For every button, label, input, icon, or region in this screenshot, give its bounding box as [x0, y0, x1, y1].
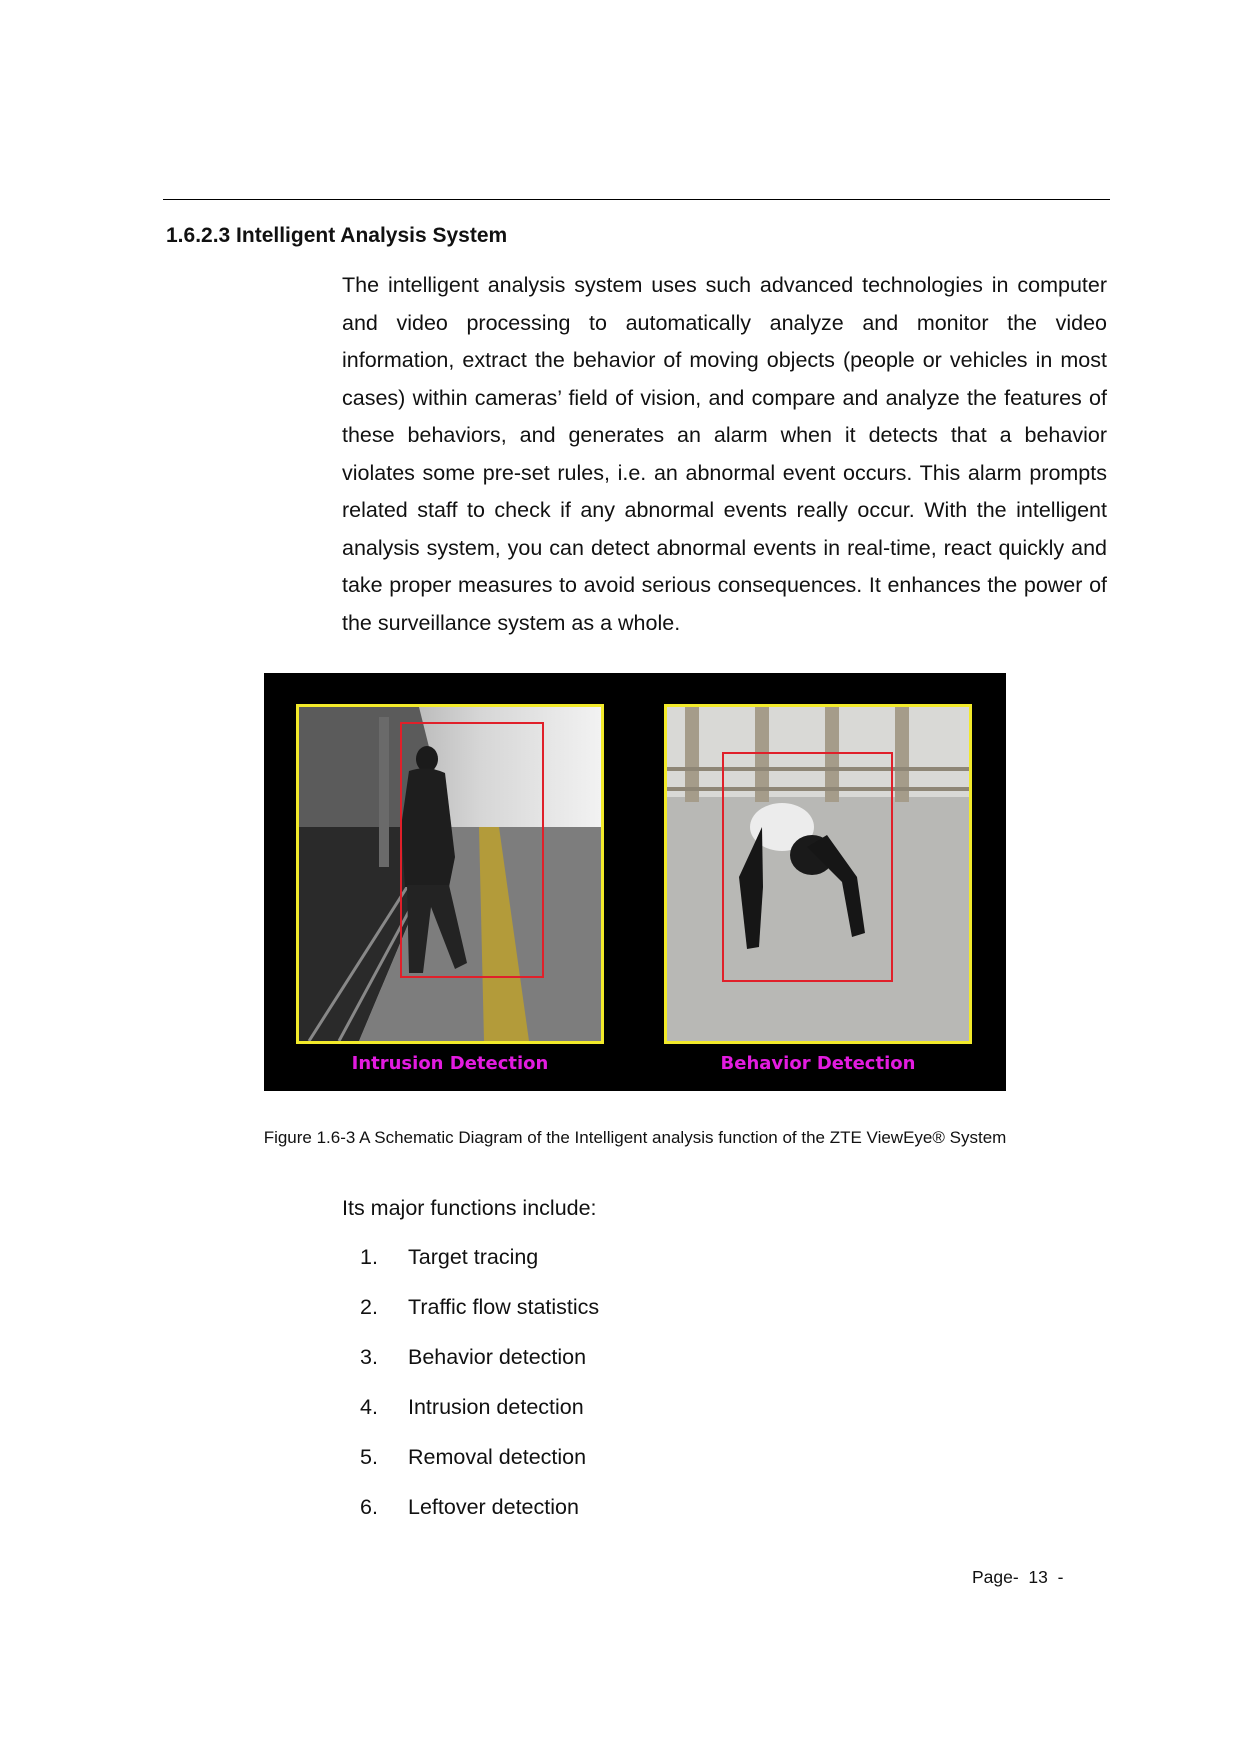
page-number: Page- 13 - [972, 1567, 1064, 1587]
list-item [342, 1395, 599, 1445]
list-item-number: 2. [360, 1295, 378, 1319]
functions-intro: Its major functions include: [342, 1196, 597, 1220]
intrusion-detection-panel [296, 704, 604, 1044]
figure-caption: Figure 1.6-3 A Schematic Diagram of the Intelligent analysis function of the ZTE ViewEye® System [263, 1128, 1007, 1147]
list-item [342, 1245, 599, 1295]
list-item-label: Target tracing [408, 1245, 539, 1269]
intrusion-detection-label: Intrusion Detection [351, 1053, 549, 1074]
behavior-detection-panel [664, 704, 972, 1044]
list-item [342, 1345, 599, 1395]
section-paragraph: The intelligent analysis system uses such advanced technologies in computer and video processing to automatically analyze and monitor the video information, extract the behavior of moving objects (people or vehicles in most cases) within cameras’ field of vision, and compare and analyze the features of these behaviors, and generates an alarm when it detects that a behavior violates some pre-set rules, i.e. an abnormal event occurs. This alarm prompts related staff to check if any abnormal events really occur. With the intelligent analysis system, you can detect abnormal events in real-time, react quickly and take proper measures to avoid serious consequences. It enhances the power of the surveillance system as a whole. [342, 273, 1107, 635]
behavior-detection-label: Behavior Detection [720, 1053, 916, 1074]
list-item-number: 6. [360, 1495, 378, 1519]
list-item-label: Intrusion detection [408, 1395, 584, 1419]
list-item-label: Removal detection [408, 1445, 587, 1469]
functions-list [342, 1245, 599, 1545]
list-item-label: Leftover detection [408, 1495, 579, 1519]
list-item-number: 4. [360, 1395, 378, 1419]
list-item [342, 1295, 599, 1345]
list-item-number: 5. [360, 1445, 378, 1469]
list-item [342, 1495, 599, 1545]
list-item-label: Traffic flow statistics [408, 1295, 600, 1319]
section-heading: 1.6.2.3 Intelligent Analysis System [166, 224, 508, 247]
behavior-detection-box [722, 752, 893, 982]
intrusion-detection-box [400, 722, 544, 978]
intelligent-analysis-figure [264, 673, 1006, 1091]
header-rule [163, 199, 1110, 200]
list-item-number: 3. [360, 1345, 378, 1369]
list-item-label: Behavior detection [408, 1345, 587, 1369]
list-item-number: 1. [360, 1245, 378, 1269]
list-item [342, 1445, 599, 1495]
